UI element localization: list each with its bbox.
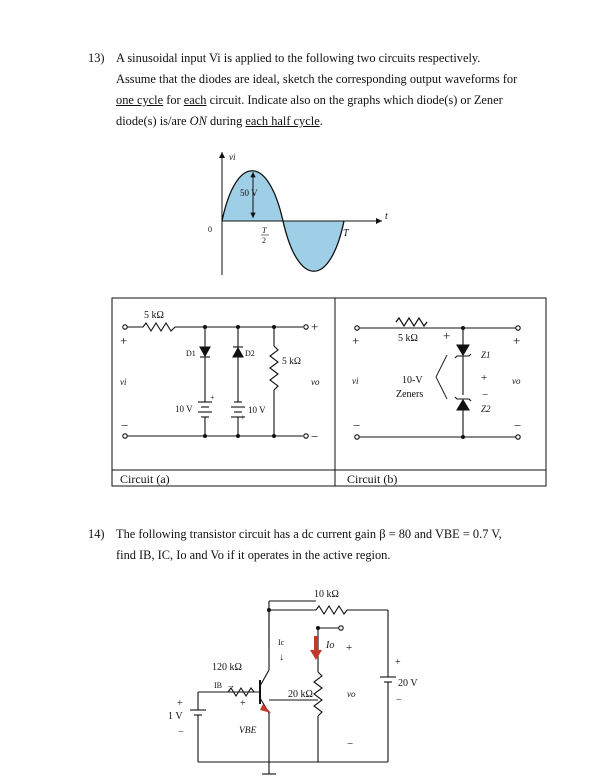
- circuit-b-zener-label-2: Zeners: [396, 389, 424, 400]
- circuit-a-in-minus: −: [121, 418, 129, 433]
- zener-bracket: [436, 355, 447, 399]
- q13-line-2: Assume that the diodes are ideal, sketch the corresponding output waveforms for: [116, 72, 518, 86]
- circuit-b-out-plus: +: [513, 333, 521, 348]
- circuit-c-vcc-plus: +: [395, 657, 401, 668]
- battery-1-plus: +: [210, 393, 215, 402]
- circuit-a-r-load-label: 5 kΩ: [282, 357, 301, 367]
- circuit-a-r-in-label: 5 kΩ: [144, 310, 164, 321]
- text-seg: .: [319, 114, 323, 128]
- zener-z2: [457, 400, 469, 410]
- circuit-c-r-base-label: 120 kΩ: [212, 662, 242, 673]
- circuit-b-z2-label: Z2: [481, 404, 491, 414]
- circuit-a-r-in: [127, 323, 205, 331]
- circuit-b-node-plus: +: [443, 328, 451, 343]
- waveform-half-period-den: 2: [262, 236, 266, 245]
- emph-on: ON: [189, 114, 207, 128]
- emph-each-half-cycle: each half cycle: [245, 114, 320, 128]
- circuit-c-vcc-label: 20 V: [398, 678, 418, 689]
- circuit-a-in-plus: +: [120, 333, 128, 348]
- circuit-c-ic-label: Ic: [278, 638, 285, 647]
- circuits-frame: [112, 298, 546, 486]
- z1-plus: +: [481, 372, 488, 384]
- diode-d1: [200, 347, 210, 356]
- diode-d2: [233, 348, 243, 357]
- circuit-c-vbb-label: 1 V: [168, 711, 183, 722]
- circuit-b-r-top: [396, 318, 427, 326]
- text-seg: circuit. Indicate also on the graphs which diode(s) or Zener: [206, 93, 503, 107]
- circuit-c-r-load-label: 20 kΩ: [288, 689, 313, 700]
- q14-line-1: The following transistor circuit has a dc current gain β = 80 and VBE = 0.7 V,: [116, 527, 502, 541]
- circuit-c-ic-arrow: ↓: [279, 652, 284, 663]
- text-seg: during: [206, 114, 246, 128]
- circuit-b-z1-label: Z1: [481, 350, 491, 360]
- circuit-b-caption: Circuit (b): [347, 472, 398, 486]
- emph-one-cycle: one cycle: [116, 93, 164, 107]
- circuit-c-ib-arrow: →: [226, 680, 235, 690]
- circuit-c-r-top-label: 10 kΩ: [314, 589, 339, 600]
- waveform-half-period-num: T: [262, 226, 267, 235]
- circuit-c-vbe-plus: +: [240, 698, 246, 709]
- waveform-negative-half: [283, 221, 344, 271]
- question-number: 14): [88, 527, 105, 541]
- text-seg: for: [163, 93, 184, 107]
- waveform-period: T: [343, 228, 349, 239]
- circuit-b-r-label: 5 kΩ: [398, 333, 418, 344]
- circuit-b-vout: vo: [512, 376, 521, 386]
- input-waveform: [222, 152, 382, 275]
- circuit-a: [123, 323, 308, 438]
- waveform-x-label: t: [385, 211, 388, 222]
- battery-2-plus: +: [240, 413, 245, 422]
- emph-each: each: [183, 93, 207, 107]
- waveform-origin: 0: [208, 225, 212, 234]
- circuit-c-vbe-label: VBE: [239, 726, 257, 736]
- circuit-c-r-load: [314, 672, 322, 716]
- circuit-c-ib-label: IB: [214, 681, 222, 690]
- text-seg: diode(s) is/are: [116, 114, 190, 128]
- circuit-a-d2-label: D2: [245, 349, 255, 358]
- circuit-a-d1-label: D1: [186, 349, 196, 358]
- question-number: 13): [88, 51, 105, 65]
- circuit-b-out-minus: −: [514, 418, 522, 433]
- io-arrow: [310, 636, 322, 660]
- circuit-a-caption: Circuit (a): [120, 472, 170, 486]
- circuit-c-vcc-minus: −: [396, 695, 402, 706]
- circuit-a-out-minus: −: [311, 429, 319, 444]
- circuit-a-r-load: [270, 346, 278, 390]
- circuit-b-zener-label-1: 10-V: [402, 375, 423, 386]
- z1-minus: −: [482, 389, 489, 401]
- q14-line-2: find IB, IC, Io and Vo if it operates in the active region.: [116, 548, 391, 562]
- waveform-amplitude: 50 V: [240, 188, 258, 198]
- circuit-b-vin: vi: [352, 376, 359, 386]
- circuit-b-in-minus: −: [353, 418, 361, 433]
- circuit-c-r-top: [316, 606, 347, 614]
- circuit-c-vbb-minus: −: [178, 727, 184, 738]
- circuit-b-in-plus: +: [352, 333, 360, 348]
- circuit-a-v1-label: 10 V: [175, 404, 193, 414]
- circuit-c-vo-minus: −: [347, 738, 354, 750]
- circuit-c-vo-label: vo: [347, 689, 356, 699]
- emitter-arrow: [260, 704, 271, 713]
- circuit-a-vout: vo: [311, 377, 320, 387]
- q13-line-1: A sinusoidal input Vi is applied to the following two circuits respectively.: [116, 51, 481, 65]
- circuit-a-vin: vi: [120, 377, 127, 387]
- circuit-a-v2-label: 10 V: [248, 405, 266, 415]
- circuit-c-nodes: [267, 608, 320, 630]
- circuit-b: [355, 318, 520, 439]
- circuit-c-io-label: Io: [326, 640, 335, 651]
- circuit-c-vbb-plus: +: [177, 698, 183, 709]
- circuit-a-out-plus: +: [311, 319, 319, 334]
- waveform-y-label: vi: [229, 152, 236, 162]
- circuit-c-vo-plus: +: [346, 642, 353, 654]
- zener-z1: [457, 345, 469, 355]
